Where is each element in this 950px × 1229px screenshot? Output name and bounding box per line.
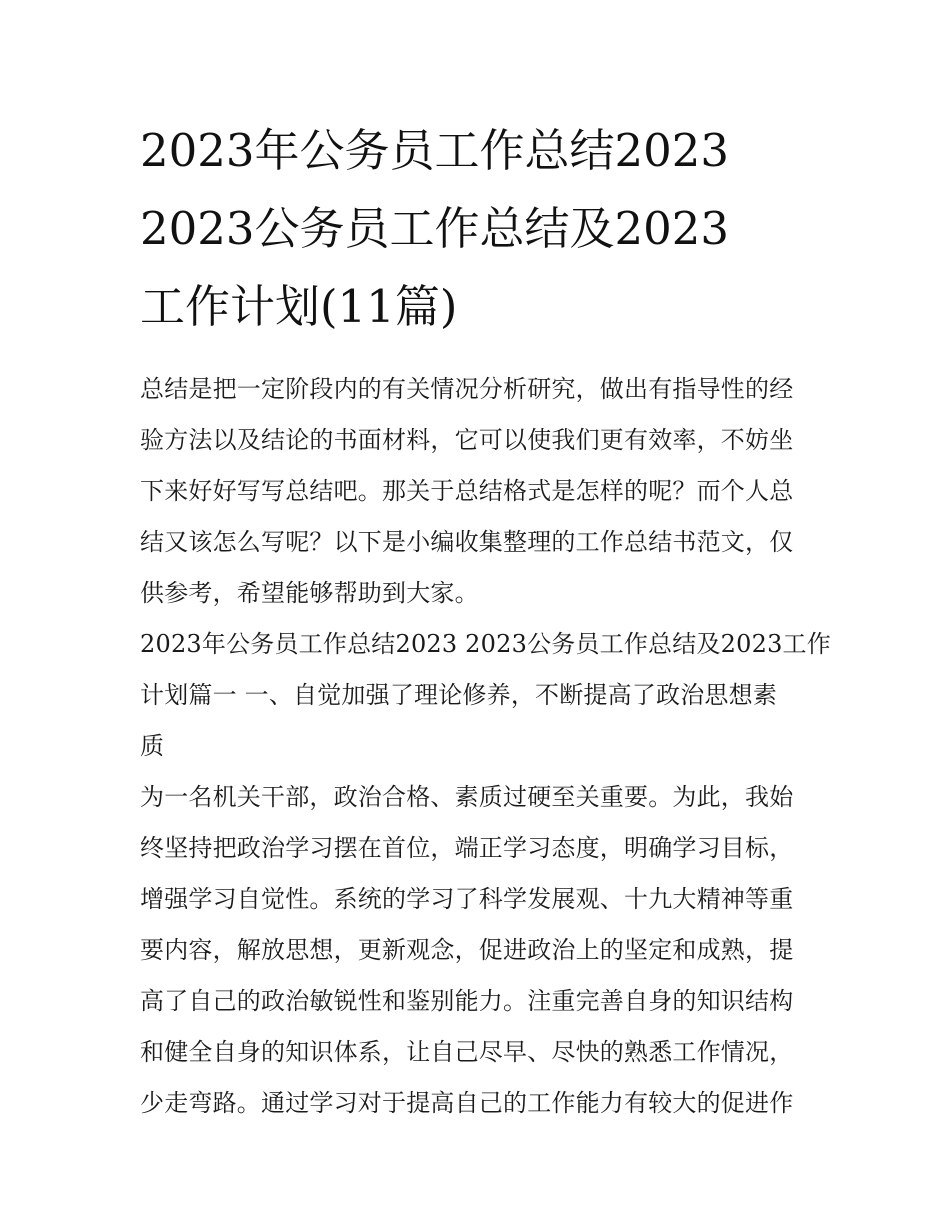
intro-line: 下来好好写写总结吧。那关于总结格式是怎样的呢？而个人总: [140, 477, 794, 505]
intro-line: 供参考，希望能够帮助到大家。: [140, 579, 479, 607]
title-line: 2023公务员工作总结及2023: [140, 202, 730, 255]
body-line: 少走弯路。通过学习对于提高自己的工作能力有较大的促进作: [140, 1089, 794, 1117]
section-heading-paragraph: [140, 619, 831, 772]
intro-line: 总结是把一定阶段内的有关情况分析研究，做出有指导性的经: [140, 375, 794, 403]
document-page: [140, 112, 831, 1129]
body-line: 高了自己的政治敏锐性和鉴别能力。注重完善自身的知识结构: [140, 987, 794, 1015]
intro-paragraph: [140, 364, 812, 619]
section-line: 计划篇一 一、自觉加强了理论修养，不断提高了政治思想素: [140, 681, 778, 709]
body-line: 增强学习自觉性。系统的学习了科学发展观、十九大精神等重: [140, 885, 794, 913]
body-line: 要内容，解放思想，更新观念，促进政治上的坚定和成熟，提: [140, 936, 794, 964]
section-line: 2023年公务员工作总结2023 2023公务员工作总结及2023工作: [140, 630, 831, 658]
title-line: 2023年公务员工作总结2023: [140, 124, 730, 177]
body-line: 和健全自身的知识体系，让自己尽早、尽快的熟悉工作情况，: [140, 1038, 794, 1066]
document-title: [140, 112, 812, 346]
section-line: 质: [140, 732, 165, 760]
body-line: 终坚持把政治学习摆在首位，端正学习态度，明确学习目标，: [140, 834, 794, 862]
body-line: 为一名机关干部，政治合格、素质过硬至关重要。为此，我始: [140, 783, 794, 811]
body-paragraph: [140, 772, 812, 1129]
intro-line: 结又该怎么写呢？以下是小编收集整理的工作总结书范文，仅: [140, 528, 794, 556]
intro-line: 验方法以及结论的书面材料，它可以使我们更有效率，不妨坐: [140, 426, 794, 454]
title-line: 工作计划(11篇): [140, 280, 458, 333]
